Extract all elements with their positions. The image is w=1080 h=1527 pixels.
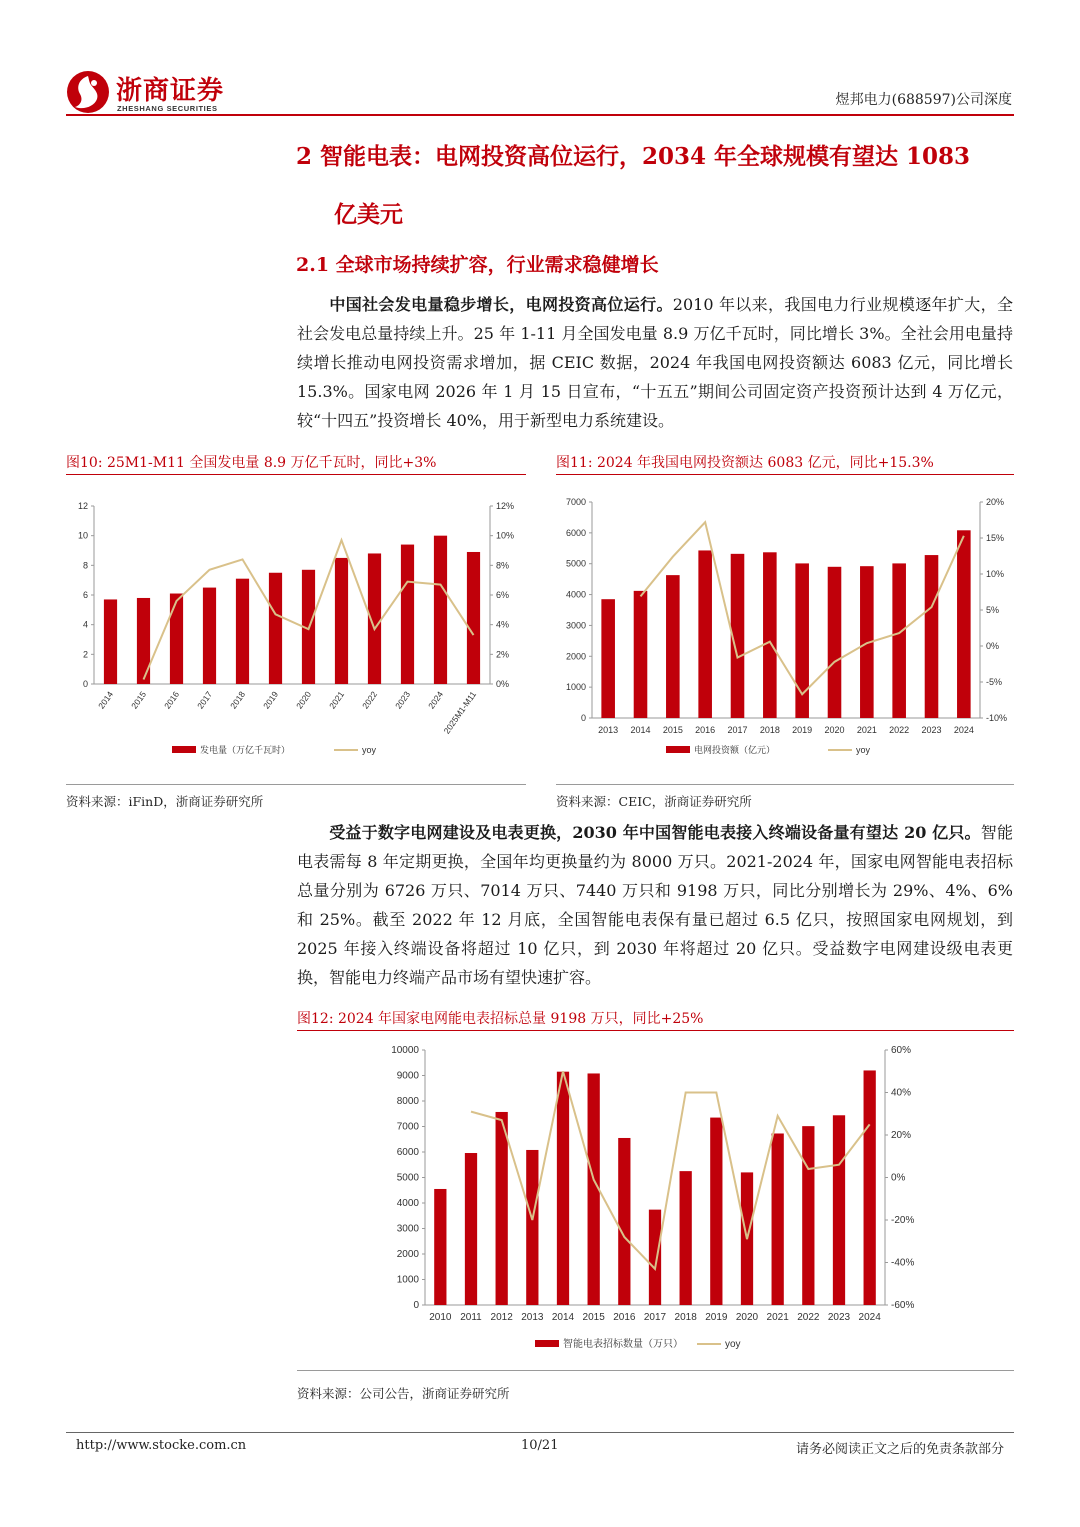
left-axis-tick-label: 3000 [396,1223,419,1235]
bar [763,552,777,718]
x-axis-tick-label: 2018 [759,725,780,735]
chart-fig10 [66,480,526,780]
left-axis-tick-label: 8000 [396,1096,419,1107]
right-axis-tick-label: 0% [496,679,510,689]
x-axis-tick-label: 2019 [792,725,813,735]
chart-fig11 [556,480,1014,780]
left-axis-tick-label: 6000 [565,527,586,538]
left-axis-tick-label: 0 [413,1300,419,1311]
left-axis-tick-label: 4000 [565,589,586,600]
left-axis-tick-label: 2000 [396,1249,419,1260]
bar [401,545,414,684]
bar [698,550,712,718]
bar [802,1126,814,1305]
x-axis-tick-label: 2020 [735,1312,759,1323]
x-axis-tick-label: 2025M1-M11 [441,689,479,736]
legend-bar-label: 电网投资额（亿元） [694,745,776,755]
bar [496,1112,508,1305]
x-axis-tick-label: 2019 [705,1312,728,1323]
right-axis-tick-label: 20% [891,1130,912,1141]
bar [203,588,216,684]
x-axis-tick-label: 2022 [797,1312,820,1323]
footer-disclaimer: 请务必阅读正文之后的免责条款部分 [795,1442,1004,1457]
bar [925,555,939,718]
x-axis-tick-label: 2021 [856,725,877,735]
legend-bar-label: 发电量（万亿千瓦时） [200,745,291,755]
left-axis-tick-label: 6000 [396,1147,419,1158]
left-axis-tick-label: 1000 [396,1274,419,1286]
right-axis-tick-label: 10% [986,569,1005,579]
left-axis-tick-label: 7000 [396,1121,419,1133]
left-axis-tick-label: 12 [77,501,88,511]
x-axis-tick-label: 2019 [261,689,281,711]
right-axis-tick-label: -40% [891,1257,915,1269]
figure-12-source: 资料来源：公司公告，浙商证券研究所 [297,1386,510,1401]
x-axis-tick-label: 2013 [598,725,619,735]
bar [957,530,971,718]
right-axis-tick-label: 40% [891,1087,912,1099]
x-axis-tick-label: 2015 [129,689,149,711]
bar [467,552,480,684]
right-axis-tick-label: 4% [496,619,510,630]
legend-line-label: yoy [362,745,377,755]
left-axis-tick-label: 10000 [391,1045,419,1056]
figure-10-title: 图10: 25M1-M11 全国发电量 8.9 万亿千瓦时，同比+3% [66,455,437,471]
figure-11-source-rule [556,784,1014,785]
section-title-line1: 2 智能电表：电网投资高位运行，2034 年全球规模有望达 1083 [296,143,971,170]
bar [634,591,648,718]
x-axis-tick-label: 2022 [889,725,910,735]
x-axis-tick-label: 2011 [460,1312,482,1323]
x-axis-tick-label: 2023 [827,1312,851,1323]
right-axis-tick-label: 10% [496,530,515,541]
left-axis-tick-label: 4 [82,619,88,630]
left-axis-tick-label: 1000 [565,682,586,693]
x-axis-tick-label: 2017 [727,725,748,735]
x-axis-tick-label: 2012 [490,1312,513,1323]
x-axis-tick-label: 2020 [294,689,314,711]
logo-english-text: ZHESHANG SECURITIES [117,104,218,113]
bar [557,1072,569,1305]
footer-divider [66,1432,1014,1433]
legend-bar-label: 智能电表招标数量（万只） [563,1339,683,1350]
subsection-title: 2.1 全球市场持续扩容，行业需求稳健增长 [296,254,659,276]
right-axis-tick-label: -20% [891,1215,915,1226]
report-header-title: 煜邦电力(688597)公司深度 [835,92,1012,108]
bar [601,599,615,718]
x-axis-tick-label: 2015 [662,725,683,735]
paragraph-power-generation [297,290,1013,435]
left-axis-tick-label: 7000 [565,497,586,507]
legend-line-label: yoy [725,1339,741,1350]
bar [680,1171,692,1305]
bar [666,575,680,718]
right-axis-tick-label: 0% [891,1172,906,1184]
right-axis-tick-label: 2% [496,649,510,660]
bar [434,1189,446,1305]
bar [618,1138,630,1305]
left-axis-tick-label: 9000 [396,1070,419,1082]
x-axis-tick-label: 2020 [824,725,845,735]
figure-10-source-rule [66,784,526,785]
chart-fig12 [297,1036,1014,1366]
figure-10-source: 资料来源：iFinD，浙商证券研究所 [66,794,264,809]
bar [864,1070,876,1305]
x-axis-tick-label: 2014 [630,725,651,735]
bar [465,1153,477,1305]
section-title-line2: 亿美元 [334,201,403,228]
paragraph-lead-bold: 中国社会发电量稳步增长，电网投资高位运行。 [329,295,673,314]
right-axis-tick-label: 12% [496,501,515,511]
bar [892,563,906,718]
right-axis-tick-label: 15% [986,533,1005,543]
left-axis-tick-label: 5000 [396,1172,419,1184]
right-axis-tick-label: 60% [891,1045,912,1056]
bar [526,1150,538,1305]
bar [236,579,249,684]
header-divider [66,114,1014,116]
x-axis-tick-label: 2017 [643,1312,667,1323]
right-axis-tick-label: 5% [986,605,1000,615]
bar [772,1133,784,1305]
right-axis-tick-label: -10% [986,713,1008,723]
left-axis-tick-label: 4000 [396,1198,419,1209]
bar [649,1210,661,1305]
left-axis-tick-label: 0 [580,713,586,723]
footer-url: http://www.stocke.com.cn [76,1438,247,1453]
figure-11-title-rule [556,474,1014,475]
x-axis-tick-label: 2023 [921,725,942,735]
x-axis-tick-label: 2018 [228,689,248,711]
x-axis-tick-label: 2014 [96,689,116,711]
x-axis-tick-label: 2014 [551,1312,575,1323]
x-axis-tick-label: 2021 [766,1312,789,1323]
right-axis-tick-label: 8% [496,560,510,571]
x-axis-tick-label: 2023 [393,689,413,711]
bar [170,594,183,684]
paragraph-body: 智能电表需每 8 年定期更换，全国年均更换量约为 8000 万只。2021-2024 年，国家电网智能电表招标总量分别为 6726 万只、7014 万只、7440 万只和 9198 万只，同比分别增长为 29%、4%、6%和 25%。截至 2022 年 12 月底，全国智能电表保有量已超过 6.5 亿只，按照国家电网规划，到 2025 年接入终端设备将超过 10 亿只，到 2030 年将超过 20 亿只。受益数字电网建设级电表更换，智能电力终端产品市场有望快速扩容。 [297,823,1013,987]
x-axis-tick-label: 2016 [695,725,716,735]
x-axis-tick-label: 2010 [429,1312,452,1323]
bar [833,1115,845,1305]
x-axis-tick-label: 2024 [858,1312,881,1323]
x-axis-tick-label: 2017 [195,689,215,711]
figure-11-source: 资料来源：CEIC，浙商证券研究所 [556,794,752,809]
paragraph-lead-bold: 受益于数字电网建设及电表更换，2030 年中国智能电表接入终端设备量有望达 20 亿只。 [329,823,981,842]
logo-text: 浙商证券 [116,76,225,106]
x-axis-tick-label: 2022 [360,689,380,711]
bar [710,1118,722,1305]
right-axis-tick-label: 0% [986,641,1000,651]
figure-10-title-rule [66,474,526,475]
paragraph-body: 2010 年以来，我国电力行业规模逐年扩大，全社会发电总量持续上升。25 年 1-11 月全国发电量 8.9 万亿千瓦时，同比增长 3%。全社会用电量持续增长推动电网投资需求增加，据 CEIC 数据，2024 年我国电网投资额达 6083 亿元，同比增长 15.3%。国家电网 2026 年 1 月 15 日宣布，“十五五”期间公司固定资产投资预计达到 4 万亿元，较“十四五”投资增长 40%，用于新型电力系统建设。 [297,295,1013,430]
x-axis-tick-label: 2013 [521,1312,544,1323]
right-axis-tick-label: -60% [891,1300,915,1311]
bar [269,573,282,684]
right-axis-tick-label: 20% [986,497,1005,507]
x-axis-tick-label: 2016 [613,1312,636,1323]
paragraph-smart-meter [297,818,1013,992]
bar [335,558,348,684]
left-axis-tick-label: 8 [82,560,88,571]
x-axis-tick-label: 2018 [674,1312,697,1323]
left-axis-tick-label: 5000 [565,558,586,569]
right-axis-tick-label: 6% [496,590,510,600]
left-axis-tick-label: 0 [82,679,88,689]
x-axis-tick-label: 2015 [582,1312,605,1323]
bar [434,536,447,684]
left-axis-tick-label: 6 [82,590,88,600]
bar [828,567,842,718]
x-axis-tick-label: 2024 [426,689,446,711]
x-axis-tick-label: 2016 [162,689,182,711]
figure-11-title: 图11: 2024 年我国电网投资额达 6083 亿元，同比+15.3% [556,455,934,471]
left-axis-tick-label: 3000 [565,620,586,631]
figure-12-source-rule [297,1370,1014,1371]
legend-bar-swatch [172,746,196,753]
left-axis-tick-label: 10 [77,530,88,541]
figure-12-title: 图12: 2024 年国家电网能电表招标总量 9198 万只，同比+25% [297,1011,704,1027]
logo-mark [66,70,110,114]
left-axis-tick-label: 2 [82,649,88,660]
right-axis-tick-label: -5% [986,677,1003,687]
figure-12-title-rule [297,1030,1014,1031]
legend-line-label: yoy [856,745,871,755]
x-axis-tick-label: 2021 [327,689,347,711]
footer-page-number: 10/21 [521,1438,559,1453]
bar [104,599,117,684]
x-axis-tick-label: 2024 [953,725,974,735]
legend-bar-swatch [535,1340,559,1347]
left-axis-tick-label: 2000 [565,651,586,662]
legend-bar-swatch [666,746,690,753]
